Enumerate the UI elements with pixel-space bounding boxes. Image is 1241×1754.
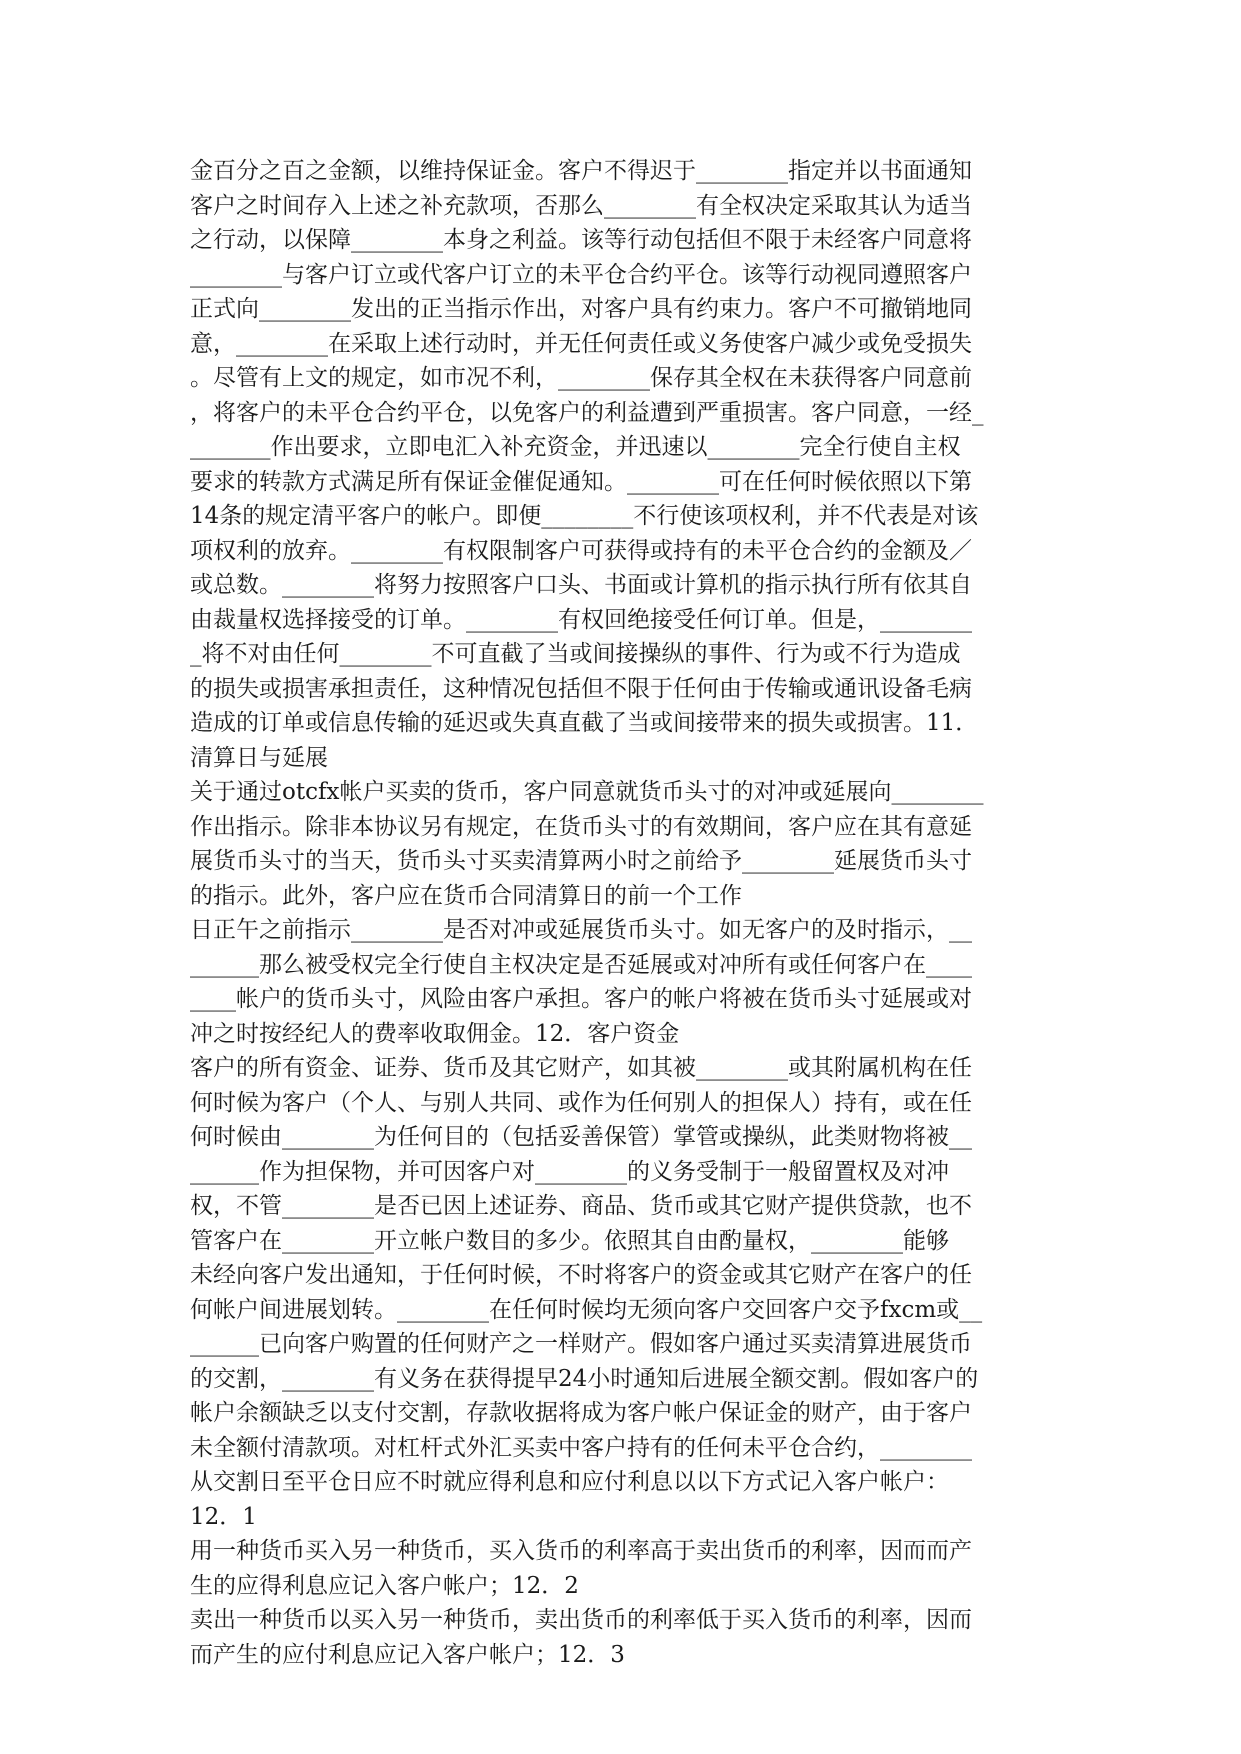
text-line: 关于通过otcfx帐户买卖的货币，客户同意就货币头寸的对冲或延展向________ (190, 779, 984, 805)
text-line: 14条的规定清平客户的帐户。即便________不行使该项权利，并不代表是对该 (190, 503, 979, 529)
text-line: 日正午之前指示________是否对冲或延展货币头寸。如无客户的及时指示，__ (190, 917, 972, 943)
text-line: 12．1 (190, 1503, 257, 1530)
text-line: ________与客户订立或代客户订立的未平仓合约平仓。该等行动视同遵照客户 (190, 261, 972, 288)
text-line: 金百分之百之金额，以维持保证金。客户不得迟于________指定并以书面通知 (190, 158, 972, 184)
text-line: 从交割日至平仓日应不时就应得利息和应付利息以以下方式记入客户帐户： (190, 1469, 949, 1495)
text-line: 项权利的放弃。________有权限制客户可获得或持有的未平仓合约的金额及／ (190, 537, 972, 564)
text-line: 生的应得利息应记入客户帐户；12．2 (190, 1572, 579, 1599)
text-line: 何帐户间进展划转。________在任何时候均无须向客户交回客户交予fxcm或__ (190, 1296, 983, 1323)
text-line: 卖出一种货币以买入另一种货币，卖出货币的利率低于买入货币的利率，因而 (190, 1607, 972, 1633)
text-line: 的交割，________有义务在获得提早24小时通知后进展全额交割。假如客户的 (190, 1365, 979, 1392)
text-line: 未全额付清款项。对杠杆式外汇买卖中客户持有的任何未平仓合约，________ (190, 1434, 972, 1461)
text-line: _______作出要求，立即电汇入补充资金，并迅速以________完全行使自主权 (190, 434, 961, 460)
text-line: 意，________在采取上述行动时，并无任何责任或义务使客户减少或免受损失 (190, 330, 972, 357)
text-line: 未经向客户发出通知，于任何时候，不时将客户的资金或其它财产在客户的任 (190, 1262, 972, 1288)
text-line: 展货币头寸的当天，货币头寸买卖清算两小时之前给予________延展货币头寸 (190, 848, 972, 874)
text-line: 作出指示。除非本协议另有规定，在货币头寸的有效期间，客户应在其有意延 (190, 813, 972, 840)
text-line: 清算日与延展 (190, 744, 328, 771)
text-line: 之行动，以保障________本身之利益。该等行动包括但不限于未经客户同意将 (190, 227, 972, 253)
text-line: 的指示。此外，客户应在货币合同清算日的前一个工作 (190, 882, 742, 909)
text-line: ____帐户的货币头寸，风险由客户承担。客户的帐户将被在货币头寸延展或对 (190, 986, 972, 1012)
text-line: 权，不管________是否已因上述证券、商品、货币或其它财产提供贷款，也不 (190, 1193, 972, 1219)
text-line: 要求的转款方式满足所有保证金催促通知。________可在任何时候依照以下第 (190, 468, 972, 495)
text-line: ______已向客户购置的任何财产之一样财产。假如客户通过买卖清算进展货币 (190, 1331, 972, 1357)
text-line: ______那么被受权完全行使自主权决定是否延展或对冲所有或任何客户在____ (190, 951, 972, 978)
text-line: 的损失或损害承担责任，这种情况包括但不限于任何由于传输或通讯设备毛病 (190, 675, 972, 702)
text-line: 或总数。________将努力按照客户口头、书面或计算机的指示执行所有依其自 (190, 572, 972, 598)
text-line: 用一种货币买入另一种货币，买入货币的利率高于卖出货币的利率，因而而产 (190, 1538, 972, 1564)
text-line: 。尽管有上文的规定，如市况不利，________保存其全权在未获得客户同意前 (190, 365, 972, 391)
text-line: 何时候由________为任何目的（包括妥善保管）掌管或操纵，此类财物将被__ (190, 1124, 972, 1150)
text-line: ______作为担保物，并可因客户对________的义务受制于一般留置权及对冲 (190, 1158, 949, 1185)
text-line: ，将客户的未平仓合约平仓，以免客户的利益遭到严重损害。客户同意，一经_ (190, 399, 984, 426)
text-line: 何时候为客户（个人、与别人共同、或作为任何别人的担保人）持有，或在任 (190, 1089, 972, 1116)
text-line: 管客户在________开立帐户数目的多少。依照其自由酌量权，________能够 (190, 1227, 949, 1254)
text-line: _将不对由任何________不可直截了当或间接操纵的事件、行为或不行为造成 (190, 641, 961, 667)
text-line: 造成的订单或信息传输的延迟或失真直截了当或间接带来的损失或损害。11． (190, 710, 979, 736)
text-line: 客户的所有资金、证券、货币及其它财产，如其被________或其附属机构在任 (190, 1055, 972, 1081)
text-line: 冲之时按经纪人的费率收取佣金。12．客户资金 (190, 1020, 680, 1047)
text-line: 帐户余额缺乏以支付交割，存款收据将成为客户帐户保证金的财产，由于客户 (190, 1400, 972, 1426)
text-line: 由裁量权选择接受的订单。________有权回绝接受任何订单。但是，________ (190, 606, 972, 633)
text-line: 客户之时间存入上述之补充款项，否那么________有全权决定采取其认为适当 (190, 192, 972, 219)
text-line: 正式向________发出的正当指示作出，对客户具有约束力。客户不可撤销地同 (190, 296, 972, 322)
document-body (190, 154, 1060, 1672)
text-line: 而产生的应付利息应记入客户帐户；12．3 (190, 1641, 625, 1668)
